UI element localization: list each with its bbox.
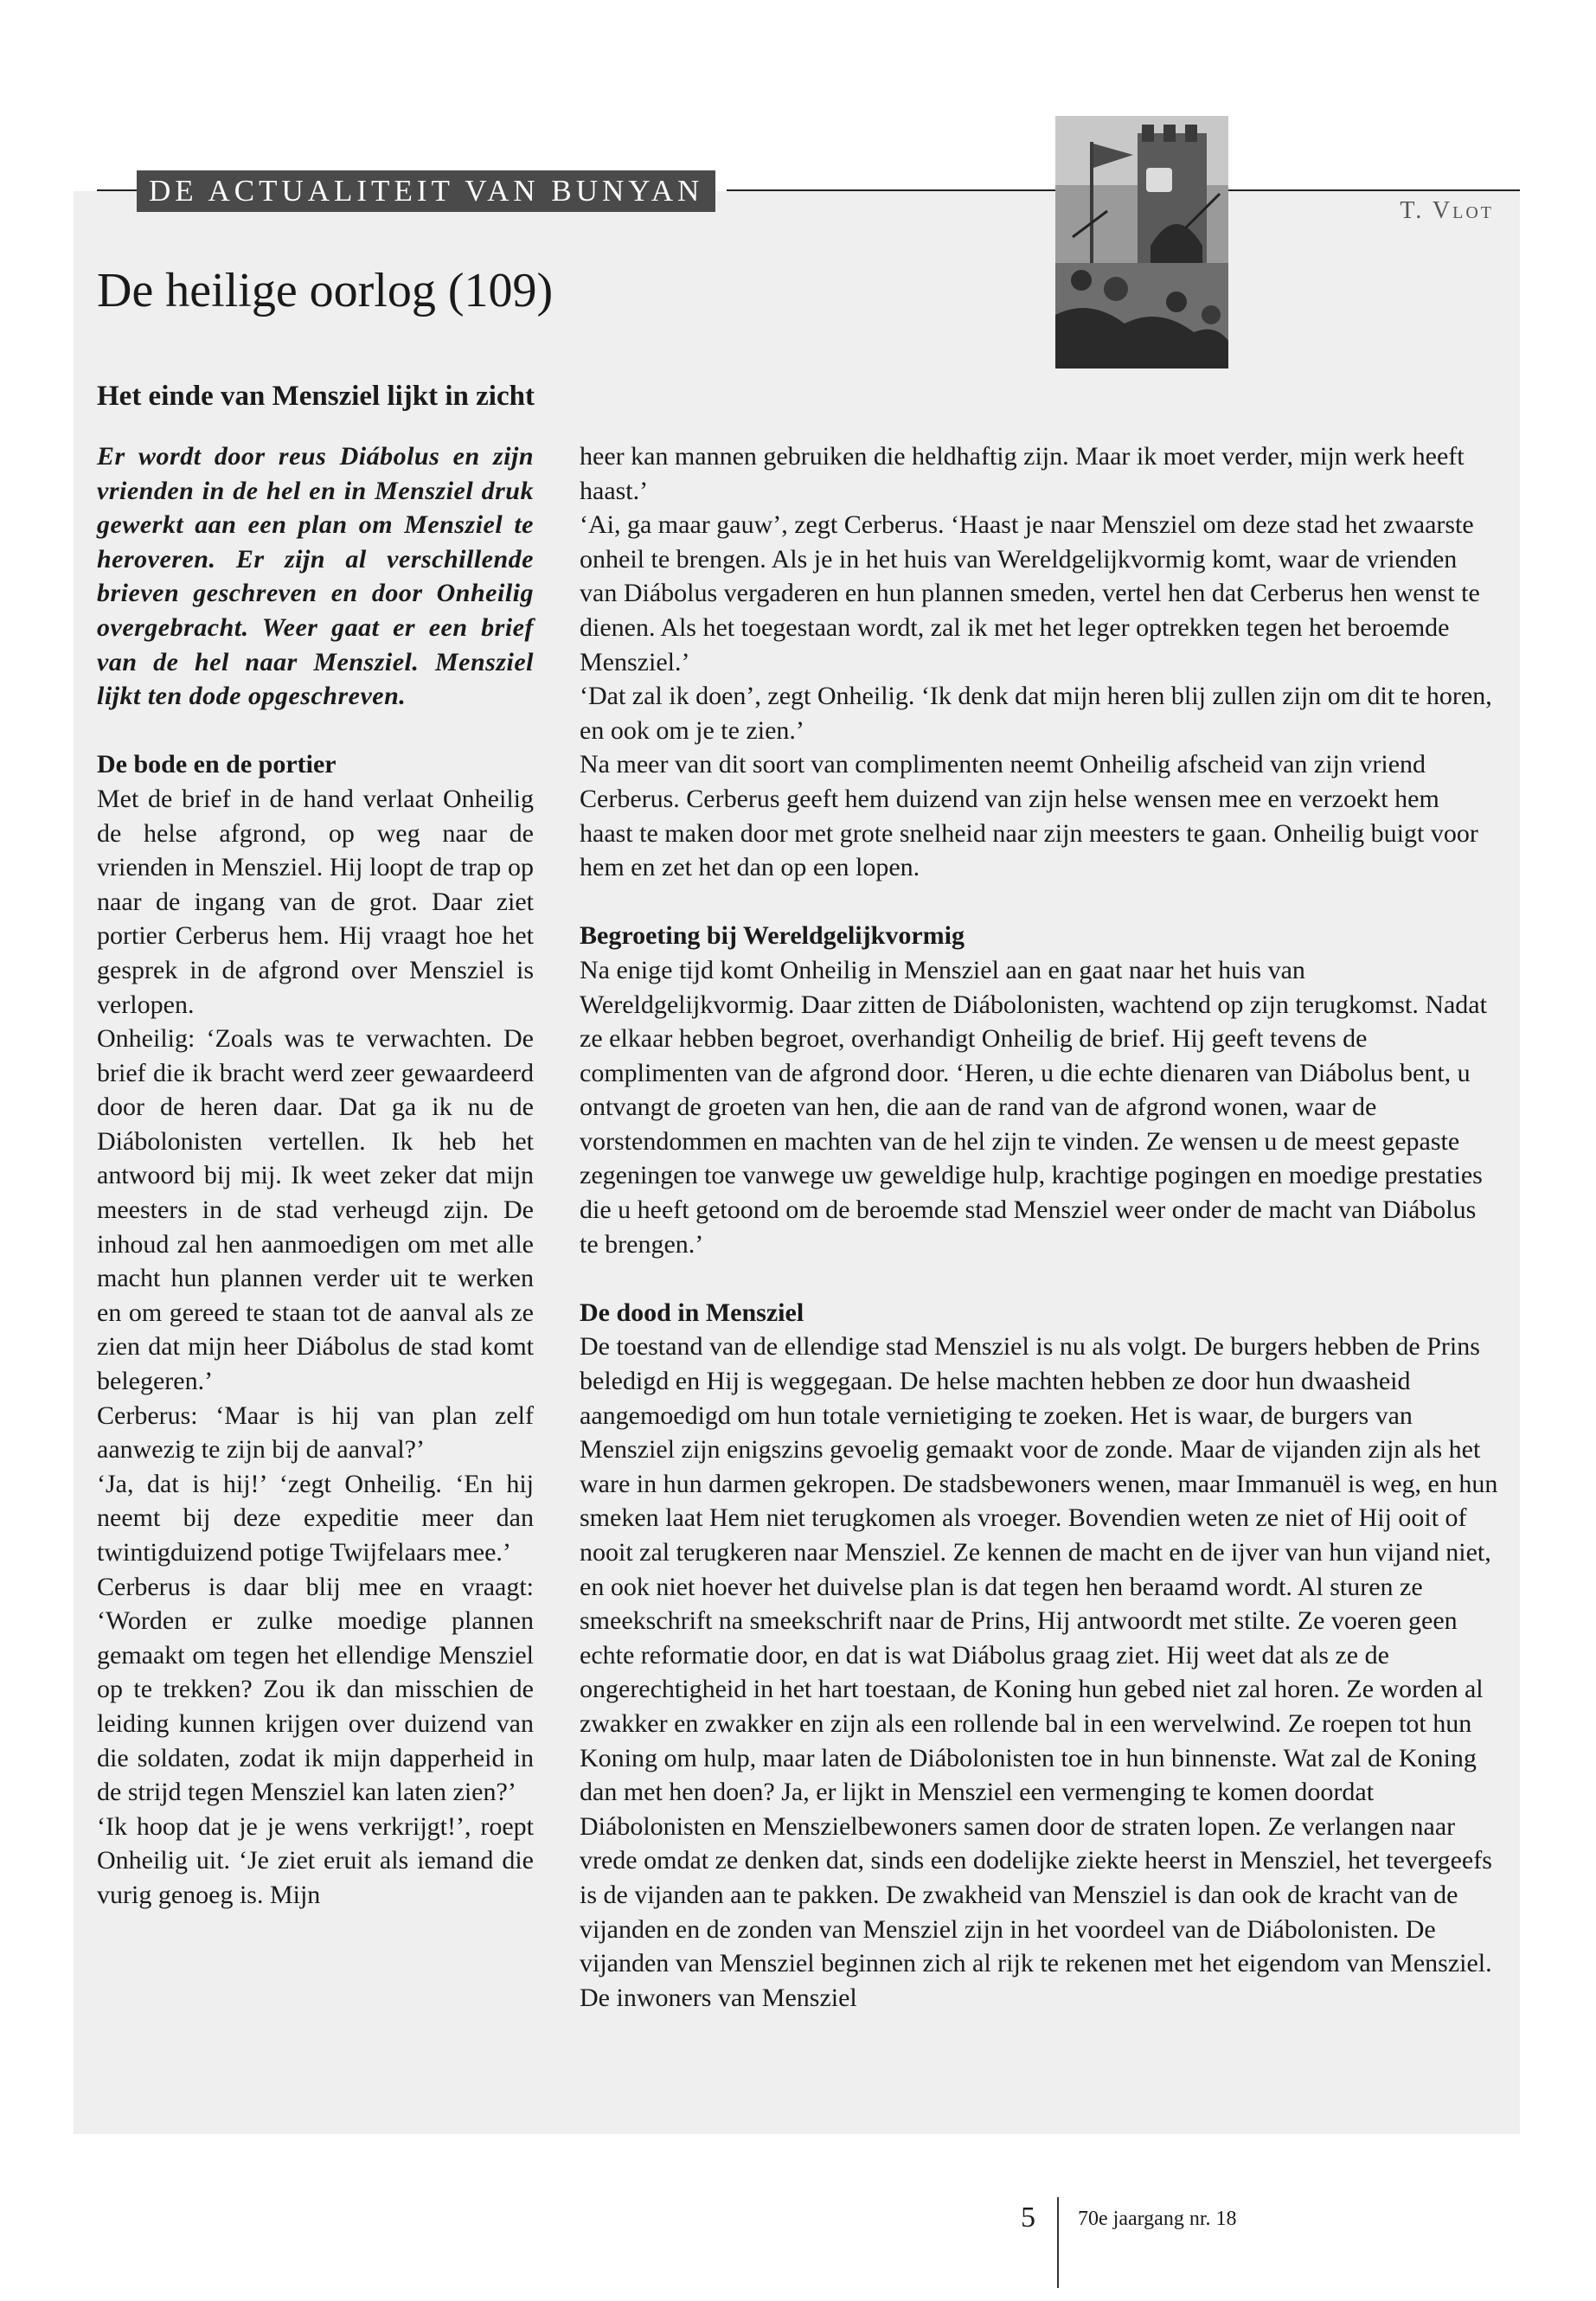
section-heading: De dood in Mensziel — [580, 1298, 804, 1327]
body-paragraph: ‘Dat zal ik doen’, zegt Onheilig. ‘Ik denk dat mijn heren blij zullen zijn om dit te horen, en ook om je te zien.’ — [580, 682, 1492, 745]
text-column-left — [97, 439, 534, 1913]
article-title: De heilige oorlog (109) — [97, 264, 554, 317]
body-paragraph: De toestand van de ellendige stad Mensziel is nu als volgt. De burgers hebben de Prins beledigd en Hij is weggegaan. De helse machten hebben ze door hun dwaasheid aangemoedigd om hun totale vernietiging te zoeken. Het is waar, de burgers van Mensziel zijn enigszins gevoelig gemaakt voor de zonde. Maar de vijanden zijn als het ware in hun darmen gekropen. De stadsbewoners wenen, maar Immanuël is weg, en hun smeken laat Hem niet terugkomen als vroeger. Bovendien weten ze niet of Hij ooit of nooit zal terugkeren naar Mensziel. Ze kennen de macht en de ijver van hun vijand niet, en ook niet hoever het duivelse plan is dat tegen hen beraamd wordt. Al sturen ze smeekschrift na smeekschrift naar de Prins, Hij antwoordt met stilte. Ze voeren geen echte reformatie door, en dat is wat Diábolus graag ziet. Hij weet dat als ze de ongerechtigheid in het hart toestaan, de Koning hun gebed niet zal horen. Ze worden al zwakker en zwakker en zijn als een rollende bal in een wervelwind. Ze roepen tot hun Koning om hulp, maar laten de Diábolonisten toe in hun binnenste. Wat zal de Koning dan met hen doen? Ja, er lijkt in Mensziel een vermenging te komen doordat Diábolonisten en Menszielbewoners samen door de straten lopen. Ze verlangen naar vrede omdat ze denken dat, sinds een dodelijke ziekte heerst in Mensziel, het tevergeefs is de vijanden aan te pakken. De zwakheid van Mensziel is dan ook de kracht van de vijanden en de zonden van Mensziel zijn in het voordeel van de Diábolonisten. De vijanden van Mensziel beginnen zich al rijk te rekenen met het eigendom van Mensziel. De inwoners van Mensziel — [580, 1332, 1498, 2012]
body-paragraph: ‘Ai, ga maar gauw’, zegt Cerberus. ‘Haast je naar Mensziel om deze stad het zwaarste onheil te brengen. Als je in het huis van Wereldgelijkvormig komt, waar de vrienden van Diábolus vergaderen en hun plannen smeden, vertel hen dat Cerberus hen wenst te dienen. Als het toegestaan wordt, zal ik met het leger optrekken tegen het beroemde Mensziel.’ — [580, 510, 1480, 676]
section-label: DE ACTUALITEIT VAN BUNYAN — [137, 170, 715, 212]
body-paragraph: Cerberus: ‘Maar is hij van plan zelf aanwezig te zijn bij de aanval?’ — [97, 1400, 534, 1465]
page-number: 5 — [1021, 2202, 1035, 2234]
body-paragraph: ‘Ja, dat is hij!’ ‘zegt Onheilig. ‘En hij neemt bij deze expeditie meer dan twintigduizend potige Twijfelaars mee.’ — [97, 1469, 534, 1567]
article-subtitle: Het einde van Mensziel lijkt in zicht — [97, 381, 535, 412]
author-name-text: T. Vlot — [1400, 197, 1494, 224]
footer-rule — [1057, 2197, 1059, 2288]
body-paragraph: heer kan mannen gebruiken die heldhaftig zijn. Maar ik moet verder, mijn werk heeft haast.’ — [580, 442, 1465, 505]
body-paragraph: ‘Ik hoop dat je je wens verkrijgt!’, roept Onheilig uit. ‘Je ziet eruit als iemand die vurig genoeg is. Mijn — [97, 1811, 534, 1909]
author-name — [1400, 197, 1494, 225]
body-paragraph: Cerberus is daar blij mee en vraagt: ‘Worden er zulke moedige plannen gemaakt om tegen het ellendige Mensziel op te trekken? Zou ik dan misschien de leiding kunnen krijgen over duizend van die soldaten, zodat ik mijn dapperheid in de strijd tegen Mensziel kan laten zien?’ — [97, 1572, 534, 1807]
body-paragraph: Na meer van dit soort van complimenten neemt Onheilig afscheid van zijn vriend Cerberus. Cerberus geeft hem duizend van zijn helse wensen mee en verzoekt hem haast te maken door met grote snelheid naar zijn meesters te gaan. Onheilig buigt voor hem en zet het dan op een lopen. — [580, 750, 1478, 882]
body-paragraph: Met de brief in de hand verlaat Onheilig de helse afgrond, op weg naar de vrienden in Mensziel. Hij loopt de trap op naar de ingang van de grot. Daar ziet portier Cerberus hem. Hij vraagt hoe het gesprek in de afgrond over Mensziel is verlopen. — [97, 784, 534, 1019]
text-column-right — [580, 439, 1498, 2015]
body-paragraph: Na enige tijd komt Onheilig in Mensziel aan en gaat naar het huis van Wereldgelijkvormig. Daar zitten de Diábolonisten, wachtend op zijn terugkomst. Nadat ze elkaar hebben begroet, overhandigt Onheilig de brief. Hij geeft tevens de complimenten van de afgrond door. ‘Heren, u die echte dienaren van Diábolus bent, u ontvangt de groeten van hen, die aan de rand van de afgrond wonen, waar de vorstendommen en machten van de hel zijn te vinden. Ze wensen u de meest gepaste zegeningen toe vanwege uw geweldige hulp, krachtige pogingen en moedige prestaties die u heeft getoond om de beroemde stad Mensziel weer onder de macht van Diábolus te brengen.’ — [580, 955, 1487, 1259]
issue-info: 70e jaargang nr. 18 — [1078, 2208, 1237, 2230]
section-heading: Begroeting bij Wereldgelijkvormig — [580, 921, 965, 951]
intro-paragraph: Er wordt door reus Diábolus en zijn vrienden in de hel en in Mensziel druk gewerkt aan een plan om Mensziel te heroveren. Er zijn al verschillende brieven geschreven en door Onheilig overgebracht. Weer gaat er een brief van de hel naar Mensziel. Mensziel lijkt ten dode opgeschreven. — [97, 442, 534, 711]
body-paragraph: Onheilig: ‘Zoals was te verwachten. De brief die ik bracht werd zeer gewaardeerd door de heren daar. Dat ga ik nu de Diábolonisten vertellen. Ik heb het antwoord bij mij. Ik weet zeker dat mijn meesters in de stad verheugd zijn. De inhoud zal hen aanmoedigen om met alle macht hun plannen verder uit te werken en om gereed te staan tot de aanval als ze zien dat mijn heer Diábolus de stad komt belegeren.’ — [97, 1024, 534, 1396]
header-rule-left — [97, 189, 140, 191]
woodcut-illustration — [1055, 116, 1228, 369]
section-heading: De bode en de portier — [97, 750, 337, 779]
